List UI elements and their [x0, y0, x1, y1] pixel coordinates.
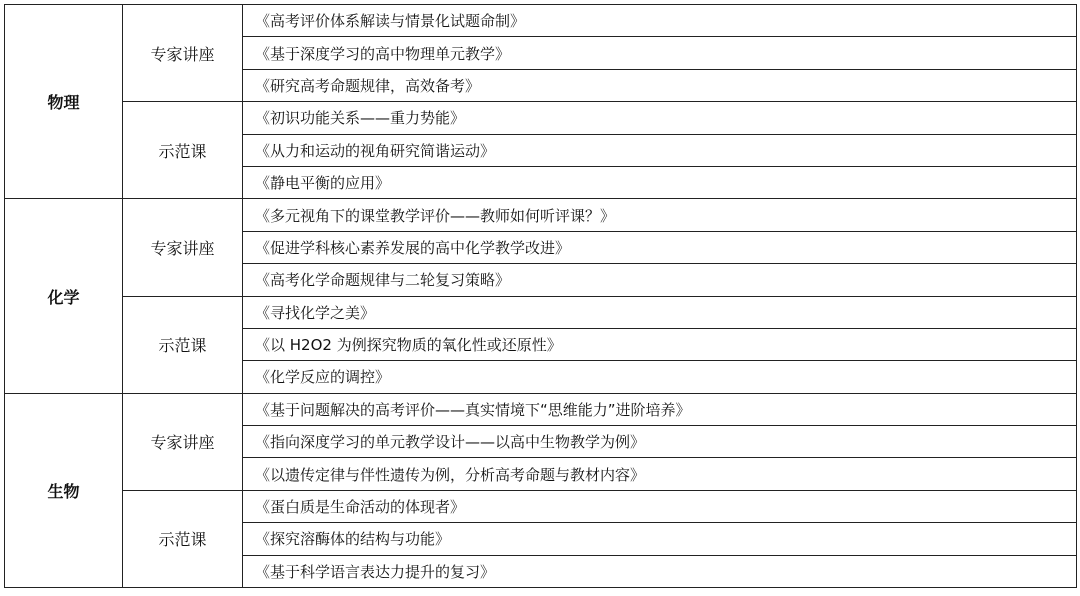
course-title: 《促进学科核心素养发展的高中化学教学改进》 [243, 231, 1077, 263]
table-row [5, 490, 1077, 522]
table-row [5, 296, 1077, 328]
course-title: 《多元视角下的课堂教学评价——教师如何听评课？》 [243, 199, 1077, 231]
category-cell: 专家讲座 [123, 393, 243, 490]
subject-cell-biology: 生物 [5, 393, 123, 587]
category-cell: 示范课 [123, 296, 243, 393]
course-title: 《高考化学命题规律与二轮复习策略》 [243, 264, 1077, 296]
course-title: 《基于深度学习的高中物理单元教学》 [243, 37, 1077, 69]
course-title: 《静电平衡的应用》 [243, 166, 1077, 198]
category-cell: 示范课 [123, 490, 243, 587]
table-row [5, 5, 1077, 37]
course-title: 《从力和运动的视角研究简谐运动》 [243, 134, 1077, 166]
course-title: 《以 H2O2 为例探究物质的氧化性或还原性》 [243, 328, 1077, 360]
table-row [5, 102, 1077, 134]
category-cell: 示范课 [123, 102, 243, 199]
category-cell: 专家讲座 [123, 199, 243, 296]
course-title: 《寻找化学之美》 [243, 296, 1077, 328]
course-title: 《探究溶酶体的结构与功能》 [243, 523, 1077, 555]
subject-cell-chemistry: 化学 [5, 199, 123, 393]
course-schedule-table [4, 4, 1077, 588]
course-title: 《初识功能关系——重力势能》 [243, 102, 1077, 134]
table-row [5, 393, 1077, 425]
category-cell: 专家讲座 [123, 5, 243, 102]
subject-cell-physics: 物理 [5, 5, 123, 199]
course-title: 《高考评价体系解读与情景化试题命制》 [243, 5, 1077, 37]
course-title: 《以遗传定律与伴性遗传为例，分析高考命题与教材内容》 [243, 458, 1077, 490]
course-title: 《基于问题解决的高考评价——真实情境下“思维能力”进阶培养》 [243, 393, 1077, 425]
course-title: 《基于科学语言表达力提升的复习》 [243, 555, 1077, 587]
course-title: 《指向深度学习的单元教学设计——以高中生物教学为例》 [243, 426, 1077, 458]
table-row [5, 199, 1077, 231]
course-title: 《研究高考命题规律，高效备考》 [243, 69, 1077, 101]
course-title: 《蛋白质是生命活动的体现者》 [243, 490, 1077, 522]
course-title: 《化学反应的调控》 [243, 361, 1077, 393]
